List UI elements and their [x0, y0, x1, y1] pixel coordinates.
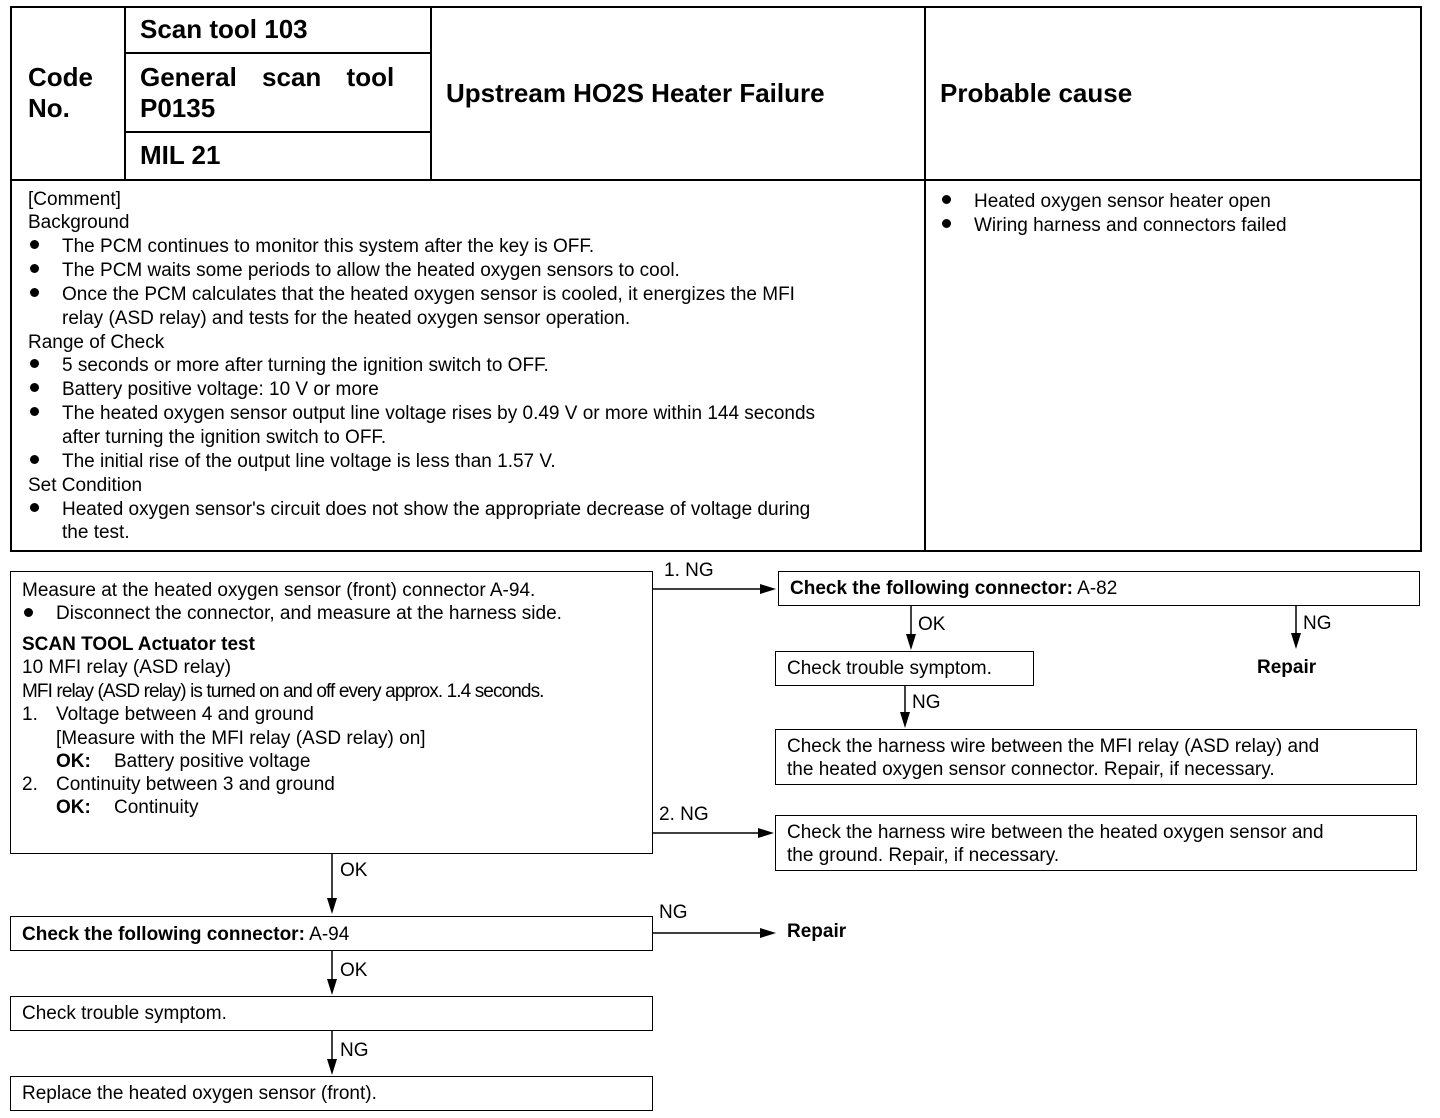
- range-item: 5 seconds or more after turning the ignition switch to OFF.: [62, 355, 549, 376]
- ok-label-a82: OK: [918, 614, 946, 635]
- set-condition-label: Set Condition: [28, 475, 143, 496]
- step-1-ok-label: OK:: [56, 751, 91, 772]
- background-item-cont: relay (ASD relay) and tests for the heated oxygen sensor operation.: [62, 308, 631, 329]
- step-1-text: Voltage between 4 and ground: [56, 704, 314, 725]
- background-item: The PCM waits some periods to allow the heated oxygen sensors to cool.: [62, 260, 680, 281]
- step-2-ok-value: Continuity: [114, 797, 199, 818]
- range-item: The heated oxygen sensor output line voltage rises by 0.49 V or more within 144 seconds: [62, 403, 816, 424]
- scan-tool-code: Scan tool 103: [140, 14, 308, 44]
- code-label-2: No.: [28, 93, 70, 123]
- relay-item: 10 MFI relay (ASD relay): [22, 657, 232, 678]
- cause-item: Wiring harness and connectors failed: [974, 215, 1287, 236]
- ok-label-measure: OK: [340, 860, 368, 881]
- code-label-1: Code: [28, 62, 93, 92]
- check-symptom-lower: Check trouble symptom.: [22, 1003, 227, 1024]
- range-label: Range of Check: [28, 332, 165, 353]
- ng-1-label: 1. NG: [664, 560, 714, 581]
- measure-line-2: Disconnect the connector, and measure at the harness side.: [56, 603, 562, 624]
- background-label: Background: [28, 212, 130, 233]
- background-item: The PCM continues to monitor this system after the key is OFF.: [62, 236, 595, 257]
- comment-label: [Comment]: [28, 189, 121, 210]
- ng-2-label: 2. NG: [659, 804, 709, 825]
- step-2-number: 2.: [22, 774, 38, 795]
- set-condition-item-cont: the test.: [62, 522, 130, 543]
- ng-label-a94: NG: [659, 902, 688, 923]
- step-1-number: 1.: [22, 704, 38, 725]
- check-symptom-upper: Check trouble symptom.: [787, 658, 992, 679]
- connector-code-a82: A-82: [1077, 578, 1118, 599]
- check-connector-a94-label: Check the following connector:: [22, 924, 305, 945]
- ok-label-a94: OK: [340, 960, 368, 981]
- cause-item: Heated oxygen sensor heater open: [974, 191, 1271, 212]
- ng-label-a82: NG: [1303, 613, 1332, 634]
- harness-check-1-line-1: Check the harness wire between the MFI relay (ASD relay) and: [787, 736, 1320, 757]
- harness-check-2-line-2: the ground. Repair, if necessary.: [787, 845, 1060, 866]
- repair-label-a82: Repair: [1257, 657, 1317, 678]
- step-2-ok-label: OK:: [56, 797, 91, 818]
- mil-code: MIL 21: [140, 140, 221, 170]
- general-scan-tool-label: General scan tool: [140, 62, 395, 92]
- check-connector-a82-label: Check the following connector:: [790, 578, 1073, 599]
- harness-check-1-line-2: the heated oxygen sensor connector. Repair, if necessary.: [787, 759, 1275, 780]
- set-condition-item: Heated oxygen sensor's circuit does not show the appropriate decrease of voltage during: [62, 499, 811, 520]
- repair-label-a94: Repair: [787, 921, 847, 942]
- measure-line-1: Measure at the heated oxygen sensor (front) connector A-94.: [22, 580, 536, 601]
- probable-cause-heading: Probable cause: [940, 78, 1133, 108]
- ng-label-symptom-upper: NG: [912, 692, 941, 713]
- harness-check-2-line-1: Check the harness wire between the heated oxygen sensor and: [787, 822, 1324, 843]
- step-2-text: Continuity between 3 and ground: [56, 774, 335, 795]
- range-item: The initial rise of the output line voltage is less than 1.57 V.: [62, 451, 556, 472]
- page-title: Upstream HO2S Heater Failure: [446, 78, 825, 108]
- general-scan-tool-code: P0135: [140, 93, 216, 123]
- replace-sensor-text: Replace the heated oxygen sensor (front).: [22, 1083, 377, 1104]
- step-1-ok-value: Battery positive voltage: [114, 751, 311, 772]
- range-item: Battery positive voltage: 10 V or more: [62, 379, 379, 400]
- connector-code-a94: A-94: [309, 924, 350, 945]
- ng-label-symptom-lower: NG: [340, 1040, 369, 1061]
- range-item-cont: after turning the ignition switch to OFF.: [62, 427, 387, 448]
- scan-tool-actuator-title: SCAN TOOL Actuator test: [22, 634, 255, 655]
- step-1-condition: [Measure with the MFI relay (ASD relay) on]: [56, 728, 426, 749]
- background-item: Once the PCM calculates that the heated oxygen sensor is cooled, it energizes the MFI: [62, 284, 795, 305]
- relay-description: MFI relay (ASD relay) is turned on and off every approx. 1.4 seconds.: [22, 681, 544, 702]
